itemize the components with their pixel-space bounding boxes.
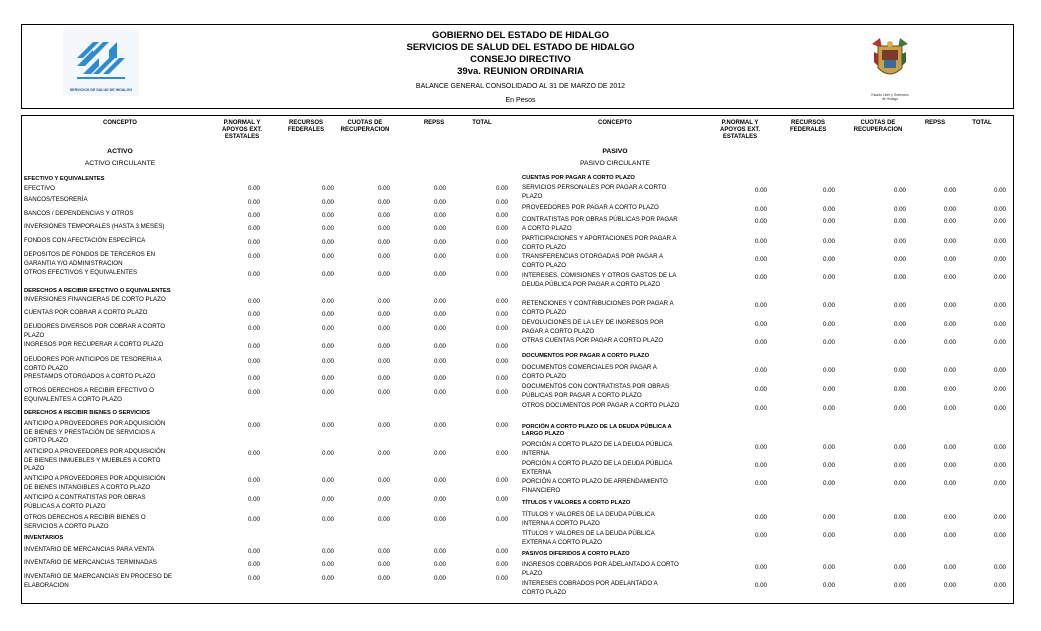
right-row-value: 0.00 <box>993 321 1006 328</box>
left-col-col2-header: RECURSOS FEDERALES <box>287 120 325 133</box>
right-col-col5-header: TOTAL <box>972 120 992 126</box>
right-row-value: 0.00 <box>754 462 767 469</box>
left-row-value: 0.00 <box>247 271 260 278</box>
right-row-value: 0.00 <box>893 302 906 309</box>
left-row-value: 0.00 <box>321 389 334 396</box>
left-row-value: 0.00 <box>495 375 508 382</box>
right-row-value: 0.00 <box>893 339 906 346</box>
left-row-value: 0.00 <box>247 298 260 305</box>
left-col-col1-header: P.NORMAL Y APOYOS EXT. ESTATALES <box>221 120 262 140</box>
right-row-label: PROVEEDORES POR PAGAR A CORTO PLAZO <box>522 204 659 211</box>
right-row-value: 0.00 <box>893 480 906 487</box>
left-row-value: 0.00 <box>433 239 446 246</box>
left-row-label: DEUDORES DIVERSOS POR COBRAR A CORTO PLAZO <box>24 323 166 339</box>
right-row-label: OTROS DOCUMENTOS POR PAGAR A CORTO PLAZO <box>522 402 680 409</box>
right-row-value: 0.00 <box>943 302 956 309</box>
left-category-title: INVENTARIOS <box>24 535 64 541</box>
right-row-value: 0.00 <box>943 187 956 194</box>
left-row-value: 0.00 <box>433 375 446 382</box>
report-subtitle: BALANCE GENERAL CONSOLIDADO AL 31 DE MARZO DE 2012 <box>415 83 626 90</box>
left-row-value: 0.00 <box>433 422 446 429</box>
left-row-value: 0.00 <box>247 185 260 192</box>
right-row-value: 0.00 <box>993 187 1006 194</box>
right-category-title: CUENTAS POR PAGAR A CORTO PLAZO <box>522 175 635 181</box>
left-row-label: CUENTAS POR COBRAR A CORTO PLAZO <box>24 309 148 316</box>
left-row-value: 0.00 <box>495 325 508 332</box>
right-subsection-title: PASIVO CIRCULANTE <box>579 160 651 167</box>
left-row-value: 0.00 <box>377 311 390 318</box>
gov-title: GOBIERNO DEL ESTADO DE HIDALGO <box>432 30 609 41</box>
left-row-value: 0.00 <box>433 358 446 365</box>
left-row-value: 0.00 <box>321 325 334 332</box>
right-row-value: 0.00 <box>943 480 956 487</box>
right-row-value: 0.00 <box>822 444 835 451</box>
left-col-col4-header: REPSS <box>423 120 445 126</box>
right-row-value: 0.00 <box>754 321 767 328</box>
left-row-value: 0.00 <box>433 311 446 318</box>
right-row-value: 0.00 <box>893 514 906 521</box>
right-row-value: 0.00 <box>822 321 835 328</box>
left-row-label: FONDOS CON AFECTACIÓN ESPECÍFICA <box>24 237 146 244</box>
right-row-value: 0.00 <box>943 367 956 374</box>
right-row-value: 0.00 <box>754 206 767 213</box>
left-row-value: 0.00 <box>377 343 390 350</box>
right-row-value: 0.00 <box>754 256 767 263</box>
right-row-value: 0.00 <box>754 187 767 194</box>
ssh-logo-caption: SERVICIOS DE SALUD DE HIDALGO <box>69 88 133 92</box>
right-row-label: CONTRATISTAS POR OBRAS PÚBLICAS POR PAGAR A CORTO PLAZO <box>522 216 678 232</box>
left-row-label: INVENTARIO DE MAERCANCIAS EN PROCESO DE ELABORACION <box>24 573 173 589</box>
right-row-label: OTRAS CUENTAS POR PAGAR A CORTO PLAZO <box>522 337 664 344</box>
left-row-value: 0.00 <box>321 358 334 365</box>
right-row-label: INTERESES, COMISIONES Y OTROS GASTOS DE LA DEUDA PÚBLICA POR PAGAR A CORTO PLAZO <box>522 272 677 288</box>
right-row-value: 0.00 <box>943 582 956 589</box>
left-row-value: 0.00 <box>377 422 390 429</box>
left-row-label: INVERSIONES TEMPORALES (HASTA 3 MESES) <box>24 223 165 230</box>
right-row-value: 0.00 <box>943 238 956 245</box>
left-row-value: 0.00 <box>495 561 508 568</box>
right-row-value: 0.00 <box>943 218 956 225</box>
left-row-value: 0.00 <box>495 516 508 523</box>
left-row-value: 0.00 <box>321 212 334 219</box>
right-row-value: 0.00 <box>893 274 906 281</box>
right-row-value: 0.00 <box>893 218 906 225</box>
left-row-value: 0.00 <box>247 239 260 246</box>
left-row-value: 0.00 <box>247 450 260 457</box>
right-row-value: 0.00 <box>822 532 835 539</box>
left-row-label: EFECTIVO <box>24 185 55 192</box>
right-row-value: 0.00 <box>822 367 835 374</box>
left-col-col5-header: TOTAL <box>472 120 492 126</box>
left-row-value: 0.00 <box>495 450 508 457</box>
left-row-value: 0.00 <box>433 516 446 523</box>
right-row-label: DEVOLUCIONES DE LA LEY DE INGRESOS POR PAGAR A CORTO PLAZO <box>522 319 664 335</box>
right-row-value: 0.00 <box>943 532 956 539</box>
right-row-value: 0.00 <box>943 274 956 281</box>
right-row-value: 0.00 <box>822 206 835 213</box>
right-section-title: PASIVO <box>602 148 628 155</box>
right-row-value: 0.00 <box>754 532 767 539</box>
left-row-value: 0.00 <box>377 199 390 206</box>
left-row-value: 0.00 <box>495 185 508 192</box>
left-row-value: 0.00 <box>321 548 334 555</box>
right-row-value: 0.00 <box>943 564 956 571</box>
right-row-value: 0.00 <box>993 274 1006 281</box>
right-col-col2-header: RECURSOS FEDERALES <box>790 120 827 133</box>
right-row-value: 0.00 <box>893 386 906 393</box>
left-row-label: DEPOSITOS DE FONDOS DE TERCEROS EN GARANTIA Y/O ADMINISTRACION <box>24 251 156 267</box>
right-row-value: 0.00 <box>893 321 906 328</box>
left-row-value: 0.00 <box>377 575 390 582</box>
right-row-label: TÍTULOS Y VALORES DE LA DEUDA PÚBLICA INTERNA A CORTO PLAZO <box>522 511 655 527</box>
right-row-value: 0.00 <box>993 444 1006 451</box>
left-subsection-title: ACTIVO CIRCULANTE <box>84 160 156 167</box>
right-row-label: SERVICIOS PERSONALES POR PAGAR A CORTO PLAZO <box>522 184 667 200</box>
left-row-value: 0.00 <box>377 185 390 192</box>
left-row-value: 0.00 <box>377 389 390 396</box>
right-row-value: 0.00 <box>943 386 956 393</box>
right-row-value: 0.00 <box>993 405 1006 412</box>
left-row-value: 0.00 <box>433 225 446 232</box>
left-row-value: 0.00 <box>495 422 508 429</box>
left-row-value: 0.00 <box>247 477 260 484</box>
left-row-label: OTROS DERECHOS A RECIBIR EFECTIVO O EQUIVALENTES A CORTO PLAZO <box>24 387 154 403</box>
left-row-value: 0.00 <box>321 199 334 206</box>
right-row-value: 0.00 <box>943 405 956 412</box>
left-row-value: 0.00 <box>495 271 508 278</box>
right-row-label: PARTICIPACIONES Y APORTACIONES POR PAGAR A CORTO PLAZO <box>522 235 677 251</box>
right-row-value: 0.00 <box>822 514 835 521</box>
right-row-label: INTERESES COBRADOS POR ADELANTADO A CORTO PLAZO <box>522 580 658 596</box>
left-row-value: 0.00 <box>247 575 260 582</box>
left-row-label: BANCOS / DEPENDENCIAS Y OTROS <box>24 210 134 217</box>
left-row-value: 0.00 <box>247 516 260 523</box>
left-row-label: DEUDORES POR ANTICIPOS DE TESORERIA A CORTO PLAZO <box>24 356 162 372</box>
left-row-value: 0.00 <box>495 389 508 396</box>
right-row-value: 0.00 <box>822 564 835 571</box>
left-row-value: 0.00 <box>377 516 390 523</box>
right-col-concept-header: CONCEPTO <box>598 120 632 126</box>
left-row-value: 0.00 <box>377 561 390 568</box>
left-row-value: 0.00 <box>247 225 260 232</box>
right-row-value: 0.00 <box>993 480 1006 487</box>
left-row-value: 0.00 <box>377 358 390 365</box>
left-row-value: 0.00 <box>495 225 508 232</box>
left-row-value: 0.00 <box>433 185 446 192</box>
right-row-label: INGRESOS COBRADOS POR ADELANTADO A CORTO PLAZO <box>522 561 679 577</box>
right-row-value: 0.00 <box>754 444 767 451</box>
left-row-label: ANTICIPO A PROVEEDORES POR ADQUISICIÓN DE BIENES INMUEBLES Y MUEBLES A CORTO PLAZO <box>24 448 166 472</box>
left-row-value: 0.00 <box>247 548 260 555</box>
right-category-title: DOCUMENTOS POR PAGAR A CORTO PLAZO <box>522 353 650 359</box>
left-row-value: 0.00 <box>495 477 508 484</box>
right-row-value: 0.00 <box>993 532 1006 539</box>
right-row-value: 0.00 <box>943 321 956 328</box>
right-row-value: 0.00 <box>754 386 767 393</box>
right-row-value: 0.00 <box>754 514 767 521</box>
left-row-value: 0.00 <box>495 311 508 318</box>
right-col-col3-header: CUOTAS DE RECUPERACION <box>853 120 903 133</box>
left-row-value: 0.00 <box>377 496 390 503</box>
left-row-value: 0.00 <box>495 496 508 503</box>
right-row-label: TRANSFERENCIAS OTORGADAS POR PAGAR A CORTO PLAZO <box>522 253 663 269</box>
left-row-value: 0.00 <box>247 311 260 318</box>
right-row-label: PORCIÓN A CORTO PLAZO DE LA DEUDA PÚBLICA INTERNA <box>522 441 673 457</box>
left-row-value: 0.00 <box>321 450 334 457</box>
right-row-value: 0.00 <box>893 582 906 589</box>
left-col-col3-header: CUOTAS DE RECUPERACION <box>340 120 390 133</box>
left-row-value: 0.00 <box>495 343 508 350</box>
left-row-value: 0.00 <box>433 253 446 260</box>
left-category-title: EFECTIVO Y EQUIVALENTES <box>24 176 105 182</box>
right-row-label: RETENCIONES Y CONTRIBUCIONES POR PAGAR A CORTO PLAZO <box>522 300 674 316</box>
left-row-value: 0.00 <box>321 343 334 350</box>
right-row-value: 0.00 <box>822 582 835 589</box>
left-row-value: 0.00 <box>433 548 446 555</box>
right-row-value: 0.00 <box>943 462 956 469</box>
right-row-value: 0.00 <box>993 206 1006 213</box>
left-row-value: 0.00 <box>377 271 390 278</box>
right-row-value: 0.00 <box>754 480 767 487</box>
right-row-value: 0.00 <box>893 187 906 194</box>
right-row-value: 0.00 <box>993 256 1006 263</box>
left-row-value: 0.00 <box>321 239 334 246</box>
left-row-label: INVERSIONES FINANCIERAS DE CORTO PLAZO <box>24 296 166 303</box>
right-row-value: 0.00 <box>893 238 906 245</box>
right-row-value: 0.00 <box>754 564 767 571</box>
right-row-value: 0.00 <box>822 462 835 469</box>
left-row-label: INVENTARIO DE MERCANCIAS PARA VENTA <box>24 546 155 553</box>
left-row-value: 0.00 <box>495 239 508 246</box>
left-row-value: 0.00 <box>321 225 334 232</box>
right-row-value: 0.00 <box>993 218 1006 225</box>
left-row-value: 0.00 <box>433 325 446 332</box>
left-row-value: 0.00 <box>321 375 334 382</box>
council-title: CONSEJO DIRECTIVO <box>470 54 571 65</box>
left-row-value: 0.00 <box>495 575 508 582</box>
left-row-value: 0.00 <box>377 477 390 484</box>
left-row-value: 0.00 <box>247 325 260 332</box>
left-row-value: 0.00 <box>321 311 334 318</box>
left-row-label: ANTICIPO A PROVEEDORES POR ADQUISICIÓN DE BIENES Y PRESTACIÓN DE SERVICIOS A CORTO PLAZO <box>24 420 166 444</box>
left-row-value: 0.00 <box>377 450 390 457</box>
left-row-label: OTROS EFECTIVOS Y EQUIVALENTES <box>24 269 138 276</box>
right-row-value: 0.00 <box>822 480 835 487</box>
right-col-col1-header: P.NORMAL Y APOYOS EXT. ESTATALES <box>719 120 760 140</box>
right-row-value: 0.00 <box>943 339 956 346</box>
left-row-value: 0.00 <box>433 271 446 278</box>
left-row-value: 0.00 <box>321 185 334 192</box>
right-row-value: 0.00 <box>822 405 835 412</box>
left-row-value: 0.00 <box>321 298 334 305</box>
left-row-value: 0.00 <box>321 477 334 484</box>
left-row-value: 0.00 <box>495 548 508 555</box>
right-row-value: 0.00 <box>822 274 835 281</box>
left-row-value: 0.00 <box>433 561 446 568</box>
left-row-value: 0.00 <box>495 298 508 305</box>
right-row-value: 0.00 <box>893 405 906 412</box>
left-row-value: 0.00 <box>247 496 260 503</box>
left-row-value: 0.00 <box>247 561 260 568</box>
left-row-value: 0.00 <box>495 253 508 260</box>
right-category-title: PORCIÓN A CORTO PLAZO DE LA DEUDA PÚBLICA A LARGO PLAZO <box>522 424 672 437</box>
left-row-value: 0.00 <box>247 343 260 350</box>
left-row-value: 0.00 <box>377 548 390 555</box>
right-row-label: DOCUMENTOS CON CONTRATISTAS POR OBRAS PÚBLICAS POR PAGAR A CORTO PLAZO <box>522 383 670 399</box>
right-row-value: 0.00 <box>893 444 906 451</box>
left-row-value: 0.00 <box>321 561 334 568</box>
left-row-value: 0.00 <box>433 212 446 219</box>
left-row-value: 0.00 <box>321 496 334 503</box>
left-row-value: 0.00 <box>321 422 334 429</box>
right-row-value: 0.00 <box>822 302 835 309</box>
right-row-value: 0.00 <box>893 564 906 571</box>
left-row-value: 0.00 <box>247 212 260 219</box>
left-section-title: ACTIVO <box>107 148 133 155</box>
right-row-label: PORCIÓN A CORTO PLAZO DE LA DEUDA PÚBLICA EXTERNA <box>522 460 673 476</box>
left-row-value: 0.00 <box>321 271 334 278</box>
right-row-value: 0.00 <box>754 274 767 281</box>
left-row-value: 0.00 <box>433 199 446 206</box>
right-row-value: 0.00 <box>893 206 906 213</box>
left-row-value: 0.00 <box>247 199 260 206</box>
left-row-value: 0.00 <box>377 298 390 305</box>
left-row-value: 0.00 <box>433 298 446 305</box>
right-row-value: 0.00 <box>993 339 1006 346</box>
right-row-value: 0.00 <box>943 514 956 521</box>
right-col-col4-header: REPSS <box>924 120 946 126</box>
right-row-label: TÍTULOS Y VALORES DE LA DEUDA PÚBLICA EXTERNA A CORTO PLAZO <box>522 530 655 546</box>
right-row-value: 0.00 <box>943 206 956 213</box>
left-row-label: ANTICIPO A PROVEEDORES POR ADQUISICIÓN DE BIENES INTANGIBLES A CORTO PLAZO <box>24 475 166 491</box>
left-row-value: 0.00 <box>433 477 446 484</box>
left-row-value: 0.00 <box>247 389 260 396</box>
left-col-concept-header: CONCEPTO <box>103 120 137 126</box>
left-row-value: 0.00 <box>247 253 260 260</box>
left-row-value: 0.00 <box>495 199 508 206</box>
left-category-title: DERECHOS A RECIBIR BIENES O SERVICIOS <box>24 410 151 416</box>
left-row-value: 0.00 <box>433 496 446 503</box>
right-row-value: 0.00 <box>754 218 767 225</box>
left-row-value: 0.00 <box>247 375 260 382</box>
left-row-label: INGRESOS POR RECUPERAR A CORTO PLAZO <box>24 341 164 348</box>
right-row-value: 0.00 <box>754 302 767 309</box>
meeting-title: 39va. REUNION ORDINARIA <box>457 66 584 77</box>
left-row-value: 0.00 <box>321 253 334 260</box>
right-row-value: 0.00 <box>754 339 767 346</box>
left-row-value: 0.00 <box>377 375 390 382</box>
right-row-value: 0.00 <box>993 514 1006 521</box>
right-row-value: 0.00 <box>754 405 767 412</box>
hidalgo-caption-1: Estado Libre y Soberano <box>871 93 909 97</box>
left-row-value: 0.00 <box>377 253 390 260</box>
right-row-value: 0.00 <box>893 367 906 374</box>
left-row-value: 0.00 <box>433 450 446 457</box>
left-row-value: 0.00 <box>321 516 334 523</box>
left-row-value: 0.00 <box>247 358 260 365</box>
left-row-label: ANTICIPO A CONTRATISTAS POR OBRAS PÚBLICAS A CORTO PLAZO <box>24 494 146 510</box>
right-row-value: 0.00 <box>822 187 835 194</box>
left-row-value: 0.00 <box>495 358 508 365</box>
right-row-value: 0.00 <box>754 367 767 374</box>
left-row-value: 0.00 <box>433 343 446 350</box>
hidalgo-caption-2: de Hidalgo <box>881 97 899 101</box>
left-row-value: 0.00 <box>433 575 446 582</box>
right-row-value: 0.00 <box>822 339 835 346</box>
right-row-value: 0.00 <box>754 238 767 245</box>
left-row-label: OTROS DERECHOS A RECIBIR BIENES O SERVICIOS A CORTO PLAZO <box>24 514 146 530</box>
right-row-value: 0.00 <box>993 367 1006 374</box>
right-row-value: 0.00 <box>822 386 835 393</box>
right-row-value: 0.00 <box>993 462 1006 469</box>
left-row-value: 0.00 <box>377 239 390 246</box>
left-row-value: 0.00 <box>377 212 390 219</box>
left-row-value: 0.00 <box>433 389 446 396</box>
left-row-label: BANCOS/TESORERÍA <box>24 196 88 203</box>
left-row-value: 0.00 <box>321 575 334 582</box>
left-row-value: 0.00 <box>247 422 260 429</box>
right-row-value: 0.00 <box>993 564 1006 571</box>
left-row-label: PRESTAMOS OTORGADOS A CORTO PLAZO <box>24 373 156 380</box>
currency-note: En Pesos <box>505 97 536 104</box>
left-row-value: 0.00 <box>377 225 390 232</box>
right-row-value: 0.00 <box>822 238 835 245</box>
right-row-value: 0.00 <box>893 532 906 539</box>
right-row-value: 0.00 <box>993 386 1006 393</box>
left-row-value: 0.00 <box>377 325 390 332</box>
right-row-value: 0.00 <box>993 582 1006 589</box>
right-category-title: PASIVOS DIFERIDOS A CORTO PLAZO <box>522 551 630 557</box>
right-row-label: PORCIÓN A CORTO PLAZO DE ARRENDAMIENTO FINANCIERO <box>522 478 668 494</box>
right-row-value: 0.00 <box>893 256 906 263</box>
right-row-value: 0.00 <box>893 462 906 469</box>
right-row-value: 0.00 <box>754 582 767 589</box>
right-row-value: 0.00 <box>822 218 835 225</box>
left-row-label: INVENTARIO DE MERCANCIAS TERMINADAS <box>24 559 157 566</box>
right-row-label: DOCUMENTOS COMERCIALES POR PAGAR A CORTO PLAZO <box>522 364 657 380</box>
left-category-title: DERECHOS A RECIBIR EFECTIVO O EQUIVALENTES <box>24 288 171 294</box>
right-row-value: 0.00 <box>993 302 1006 309</box>
right-category-title: TÍTULOS Y VALORES A CORTO PLAZO <box>522 500 631 506</box>
right-row-value: 0.00 <box>943 256 956 263</box>
right-row-value: 0.00 <box>943 444 956 451</box>
right-row-value: 0.00 <box>993 238 1006 245</box>
agency-title: SERVICIOS DE SALUD DEL ESTADO DE HIDALGO <box>406 42 635 53</box>
right-row-value: 0.00 <box>822 256 835 263</box>
left-row-value: 0.00 <box>495 212 508 219</box>
